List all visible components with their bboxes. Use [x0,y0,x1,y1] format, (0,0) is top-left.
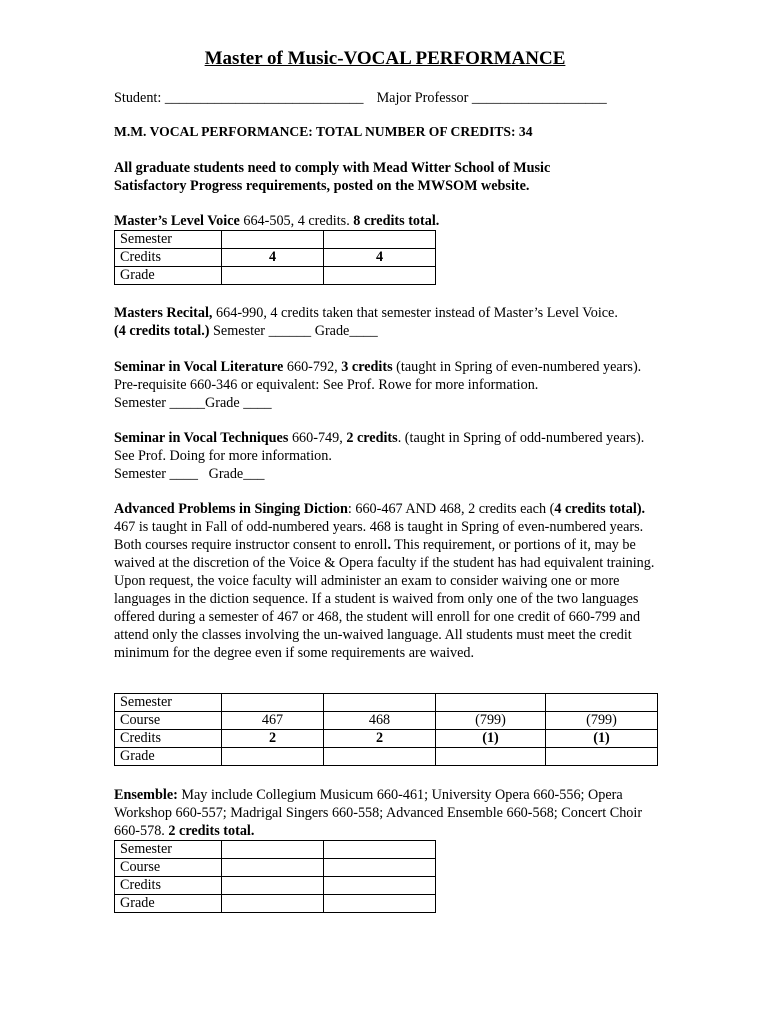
semester-cell[interactable] [222,694,324,712]
course-cell: 467 [222,712,324,730]
row-label: Credits [115,730,222,748]
diction-text-1: 467 is taught in Fall of odd-numbered years. 468 is taught in Spring of even-numbered years. Both courses require instructor consent to enroll [114,519,644,553]
row-label: Grade [115,895,222,913]
recital-name: Masters Recital, [114,305,213,321]
row-label: Semester [115,694,222,712]
techniques-code: 660-749, [288,430,347,446]
grade-cell[interactable] [324,267,436,285]
literature-credits: 3 credits [341,359,393,375]
credits-cell: 2 [324,730,436,748]
table-row [115,748,658,766]
grade-cell[interactable] [546,748,658,766]
recital-details: 664-990, 4 credits taken that semester instead of Master’s Level Voice. [212,305,618,321]
grade-cell[interactable] [222,267,324,285]
credits-cell: 4 [324,249,436,267]
table-row [115,712,658,730]
table-row [115,267,436,285]
literature-code: 660-792, [283,359,342,375]
table-row [115,730,658,748]
literature-paragraph [114,358,644,412]
row-label: Credits [115,877,222,895]
graduate-note: All graduate students need to comply with Mead Witter School of Music Satisfactory Progress requirements, posted on the MWSOM website. [114,160,551,194]
credits-cell[interactable] [222,877,324,895]
student-label: Student: [114,90,162,106]
grade-cell[interactable] [324,748,436,766]
professor-blank: ___________________ [471,90,607,106]
semester-cell[interactable] [222,231,324,249]
page-title: Master of Music-VOCAL PERFORMANCE [204,48,566,69]
diction-code: : 660-467 AND 468, 2 credits each ( [347,501,555,517]
recital-blanks: Semester ______ Grade____ [209,323,378,339]
techniques-name: Seminar in Vocal Techniques [114,430,289,446]
literature-blanks: Semester _____Grade ____ [114,395,272,411]
voice-heading [114,212,664,230]
table-row [115,895,436,913]
credits-cell[interactable] [324,877,436,895]
grade-cell[interactable] [324,895,436,913]
diction-paragraph [114,500,659,662]
grade-cell[interactable] [436,748,546,766]
techniques-paragraph [114,429,649,483]
techniques-blanks: Semester ____ Grade___ [114,466,265,482]
literature-details: (taught in Spring of even-numbered years). Pre-requisite 660-346 or equivalent: See Prof. Rowe for more information. [114,359,642,393]
credits-cell: (1) [546,730,658,748]
techniques-credits: 2 credits [346,430,398,446]
voice-total: 8 credits total. [353,213,440,229]
course-cell: (799) [546,712,658,730]
semester-cell[interactable] [436,694,546,712]
diction-name: Advanced Problems in Singing Diction [114,501,348,517]
literature-name: Seminar in Vocal Literature [114,359,284,375]
ensemble-total: 2 credits total. [168,823,255,839]
table-row [115,841,436,859]
diction-total: 4 credits total). [554,501,646,517]
grade-cell[interactable] [222,895,324,913]
voice-table [114,230,436,285]
diction-text-2: This requirement, or portions of it, may be waived at the discretion of the Voice & Opera faculty if the student has had equivalent training. Upon request, the voice faculty will administer an exam to consider waiving one or more languages in the diction sequence. If a student is waived from only one of the two languages offered during a semester of 467 or 468, the student will enroll for one credit of 660-799 and attend only the classes involving the un-waived language. All students must meet the credit minimum for the degree even if some requirements are waived. [114,537,655,661]
row-label: Course [115,859,222,877]
row-label: Grade [115,267,222,285]
voice-name: Master’s Level Voice [114,213,240,229]
table-row [115,877,436,895]
voice-details: 664-505, 4 credits. [239,213,354,229]
course-cell[interactable] [324,859,436,877]
table-row [115,859,436,877]
recital-paragraph [114,304,659,340]
student-blank: ____________________________ [164,90,364,106]
ensemble-table [114,840,436,913]
credits-cell: (1) [436,730,546,748]
ensemble-paragraph [114,786,664,840]
row-label: Semester [115,841,222,859]
table-row [115,249,436,267]
course-cell[interactable] [222,859,324,877]
professor-label: Major Professor [376,90,469,106]
credits-cell: 2 [222,730,324,748]
semester-cell[interactable] [324,694,436,712]
table-row [115,231,436,249]
ensemble-name: Ensemble: [114,787,178,803]
course-cell: 468 [324,712,436,730]
grade-cell[interactable] [222,748,324,766]
table-row [115,694,658,712]
row-label: Grade [115,748,222,766]
semester-cell[interactable] [222,841,324,859]
semester-cell[interactable] [324,841,436,859]
row-label: Course [115,712,222,730]
row-label: Credits [115,249,222,267]
diction-dot: . [387,537,391,553]
course-cell: (799) [436,712,546,730]
semester-cell[interactable] [546,694,658,712]
credits-cell: 4 [222,249,324,267]
semester-cell[interactable] [324,231,436,249]
header-line [114,89,664,107]
ensemble-details: May include Collegium Musicum 660-461; University Opera 660-556; Opera Workshop 660-557; Madrigal Singers 660-558; Advanced Ensemble 660-568; Concert Choir 660-578. [114,787,643,839]
row-label: Semester [115,231,222,249]
total-credits-heading: M.M. VOCAL PERFORMANCE: TOTAL NUMBER OF CREDITS: 34 [114,124,533,139]
techniques-details: . (taught in Spring of odd-numbered years). See Prof. Doing for more information. [114,430,645,464]
diction-table [114,693,658,766]
recital-total: (4 credits total.) [114,323,210,339]
